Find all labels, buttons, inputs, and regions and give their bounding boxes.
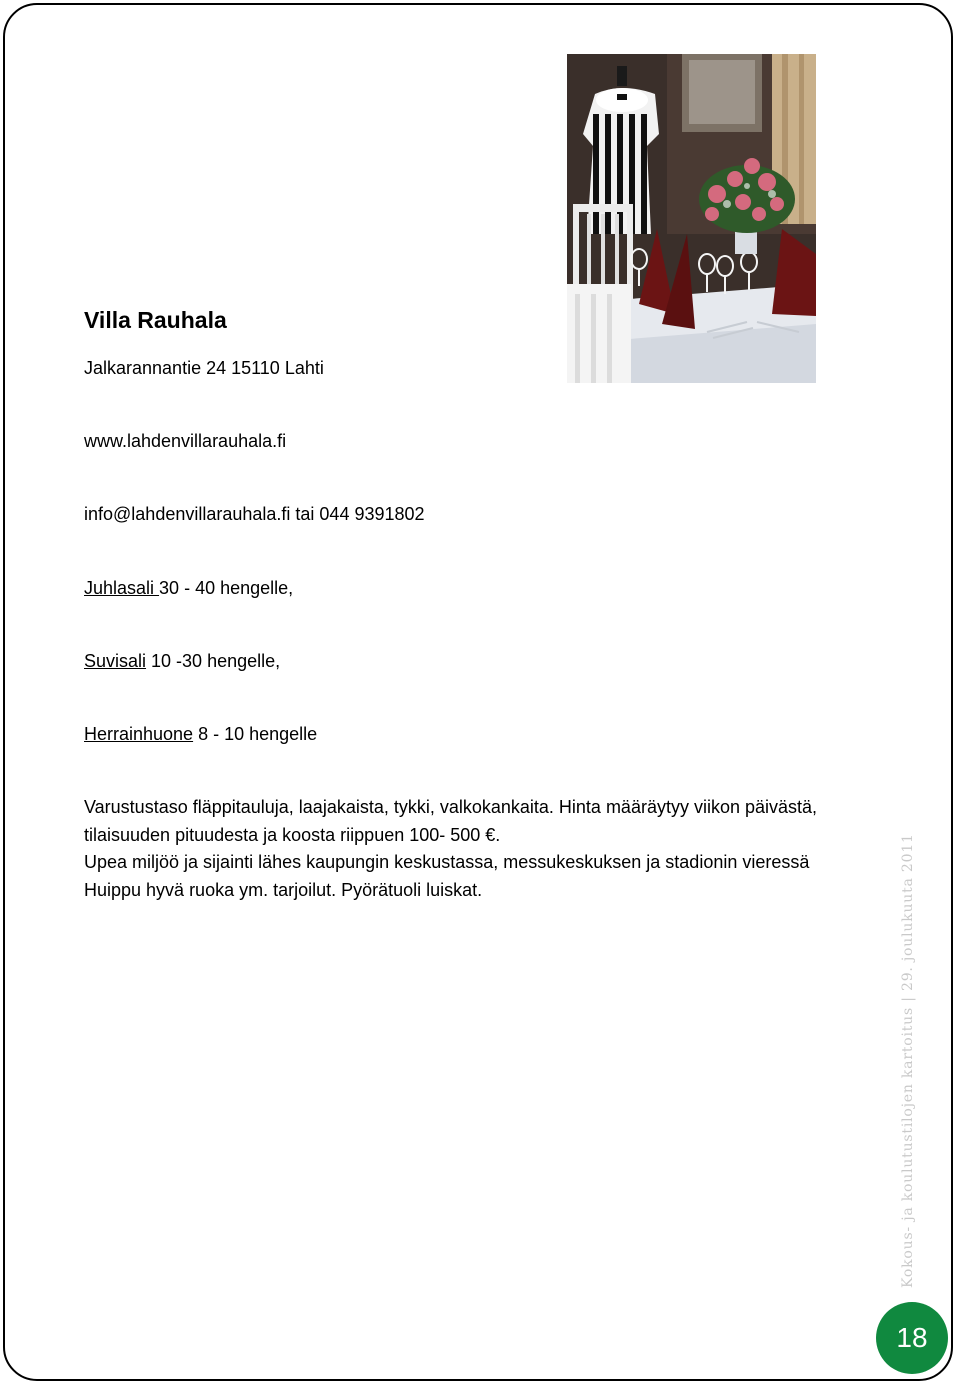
room-item <box>84 577 293 599</box>
sidebar-document-title: Kokous- ja koulutustilojen kartoitus | 29. joulukuuta 2011 <box>900 833 916 1288</box>
page-number-badge: 18 <box>876 1302 948 1374</box>
equipment-and-pricing: Varustustaso fläppitauluja, laajakaista, tykki, valkokankaita. Hinta määräytyy viikon päivästä, tilaisuuden pituudesta ja koosta riippuen 100- 500 €. <box>84 797 818 845</box>
services-description: Huippu hyvä ruoka ym. tarjoilut. Pyörätuoli luiskat. <box>84 879 483 900</box>
room-item <box>84 650 280 672</box>
venue-description <box>84 794 864 904</box>
venue-email-link[interactable]: info@lahdenvillarauhala.fi <box>84 504 291 524</box>
room-capacity: 10 -30 hengelle, <box>146 651 281 671</box>
venue-address: Jalkarannantie 24 15110 Lahti <box>84 358 324 378</box>
room-name-link[interactable]: Herrainhuone <box>84 724 194 744</box>
location-description: Upea miljöö ja sijainti lähes kaupungin keskustassa, messukeskuksen ja stadionin vieressä <box>84 852 810 872</box>
room-item <box>84 723 317 745</box>
room-name-link[interactable]: Juhlasali <box>84 578 160 598</box>
venue-phone: tai 044 9391802 <box>290 504 425 524</box>
restaurant-photo <box>567 54 816 383</box>
venue-name: Villa Rauhala <box>84 307 227 333</box>
room-name-link[interactable]: Suvisali <box>84 651 147 671</box>
room-capacity: 30 - 40 hengelle, <box>159 578 294 598</box>
venue-website-link[interactable]: www.lahdenvillarauhala.fi <box>84 431 287 451</box>
room-capacity: 8 - 10 hengelle <box>193 724 318 744</box>
contact-line <box>84 503 425 525</box>
